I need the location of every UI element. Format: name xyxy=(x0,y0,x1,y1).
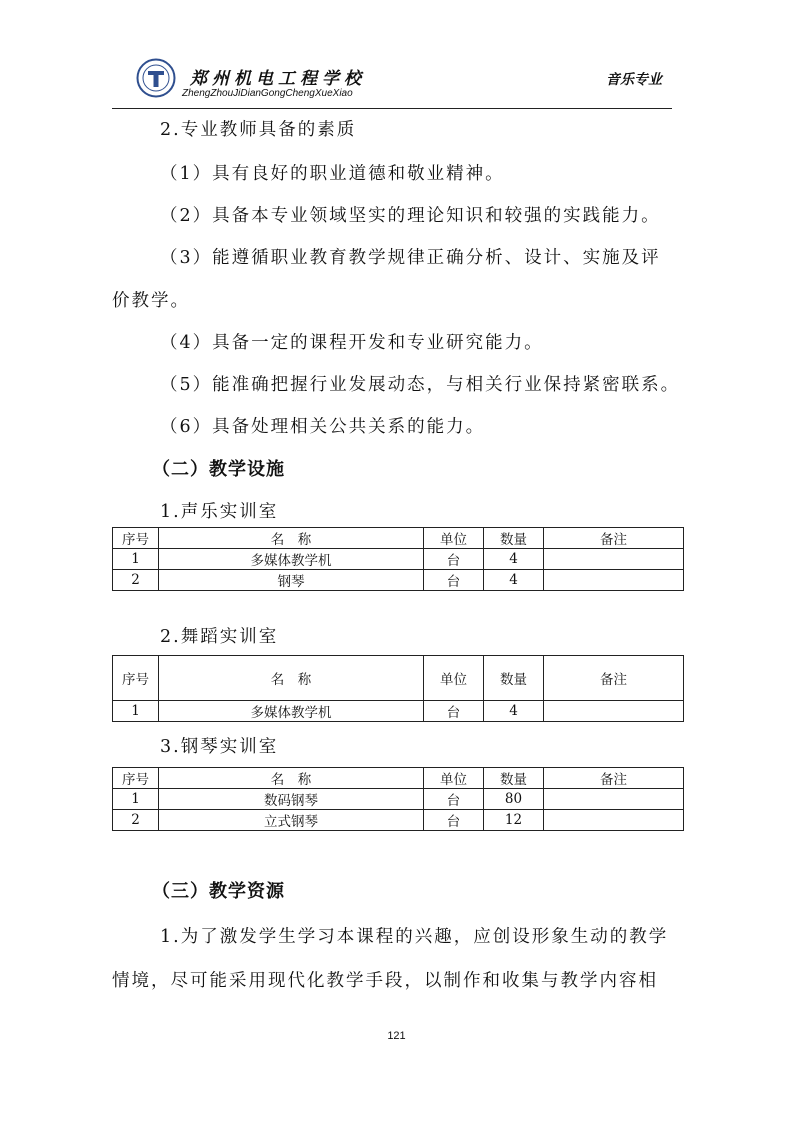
header-unit: 单位 xyxy=(424,768,484,789)
table-header-row xyxy=(113,528,684,549)
section-heading-facilities: （二）教学设施 xyxy=(152,459,285,480)
header-qty: 数量 xyxy=(484,656,544,701)
header-no: 序号 xyxy=(113,656,159,701)
page-number: 121 xyxy=(387,1030,406,1042)
cell-no: 1 xyxy=(113,789,159,810)
cell-qty: 4 xyxy=(484,570,544,591)
section-heading-resources: （三）教学资源 xyxy=(152,881,285,902)
header-name: 名 称 xyxy=(159,768,424,789)
cell-qty: 4 xyxy=(484,701,544,722)
cell-name: 钢琴 xyxy=(159,570,424,591)
cell-note xyxy=(544,789,684,810)
header-qty: 数量 xyxy=(484,528,544,549)
table-row xyxy=(113,789,684,810)
cell-unit: 台 xyxy=(424,701,484,722)
quality-line: （2）具备本专业领域坚实的理论知识和较强的实践能力。 xyxy=(160,206,661,226)
equipment-table xyxy=(112,527,684,591)
resource-line: 1.为了激发学生学习本课程的兴趣，应创设形象生动的教学 xyxy=(160,927,669,947)
table-header-row xyxy=(113,768,684,789)
header-note: 备注 xyxy=(544,528,684,549)
cell-note xyxy=(544,701,684,722)
room-title: 2.舞蹈实训室 xyxy=(160,627,279,647)
table-row xyxy=(113,570,684,591)
cell-qty: 12 xyxy=(484,810,544,831)
major-label: 音乐专业 xyxy=(606,72,662,88)
equipment-table xyxy=(112,655,684,722)
school-name-chinese: 郑州机电工程学校 xyxy=(190,69,366,89)
quality-line: （4）具备一定的课程开发和专业研究能力。 xyxy=(160,333,544,353)
header-unit: 单位 xyxy=(424,656,484,701)
cell-no: 2 xyxy=(113,810,159,831)
quality-line: （6）具备处理相关公共关系的能力。 xyxy=(160,417,486,437)
cell-unit: 台 xyxy=(424,570,484,591)
room-title: 1.声乐实训室 xyxy=(160,502,279,522)
cell-qty: 4 xyxy=(484,549,544,570)
header-unit: 单位 xyxy=(424,528,484,549)
cell-name: 多媒体教学机 xyxy=(159,701,424,722)
cell-no: 1 xyxy=(113,549,159,570)
header-name: 名 称 xyxy=(159,528,424,549)
cell-unit: 台 xyxy=(424,810,484,831)
quality-line: （3）能遵循职业教育教学规律正确分析、设计、实施及评 xyxy=(160,248,661,268)
cell-no: 1 xyxy=(113,701,159,722)
cell-note xyxy=(544,810,684,831)
cell-name: 立式钢琴 xyxy=(159,810,424,831)
quality-line: 价教学。 xyxy=(112,291,190,311)
header-no: 序号 xyxy=(113,768,159,789)
cell-name: 数码钢琴 xyxy=(159,789,424,810)
school-logo-icon xyxy=(136,58,176,98)
school-name-pinyin: ZhengZhouJiDianGongChengXueXiao xyxy=(182,88,353,99)
quality-line: （1）具有良好的职业道德和敬业精神。 xyxy=(160,164,505,184)
table-header-row xyxy=(113,656,684,701)
cell-no: 2 xyxy=(113,570,159,591)
cell-unit: 台 xyxy=(424,549,484,570)
cell-note xyxy=(544,570,684,591)
cell-name: 多媒体教学机 xyxy=(159,549,424,570)
room-title: 3.钢琴实训室 xyxy=(160,737,279,757)
table-row xyxy=(113,810,684,831)
cell-note xyxy=(544,549,684,570)
header-divider xyxy=(112,108,672,109)
cell-qty: 80 xyxy=(484,789,544,810)
header-no: 序号 xyxy=(113,528,159,549)
header-name: 名 称 xyxy=(159,656,424,701)
item2-title: 2.专业教师具备的素质 xyxy=(160,120,357,140)
table-row xyxy=(113,549,684,570)
table-row xyxy=(113,701,684,722)
quality-line: （5）能准确把握行业发展动态，与相关行业保持紧密联系。 xyxy=(160,375,681,395)
resource-line: 情境，尽可能采用现代化教学手段，以制作和收集与教学内容相 xyxy=(112,971,658,991)
header-note: 备注 xyxy=(544,656,684,701)
header-qty: 数量 xyxy=(484,768,544,789)
equipment-table xyxy=(112,767,684,831)
header-note: 备注 xyxy=(544,768,684,789)
cell-unit: 台 xyxy=(424,789,484,810)
